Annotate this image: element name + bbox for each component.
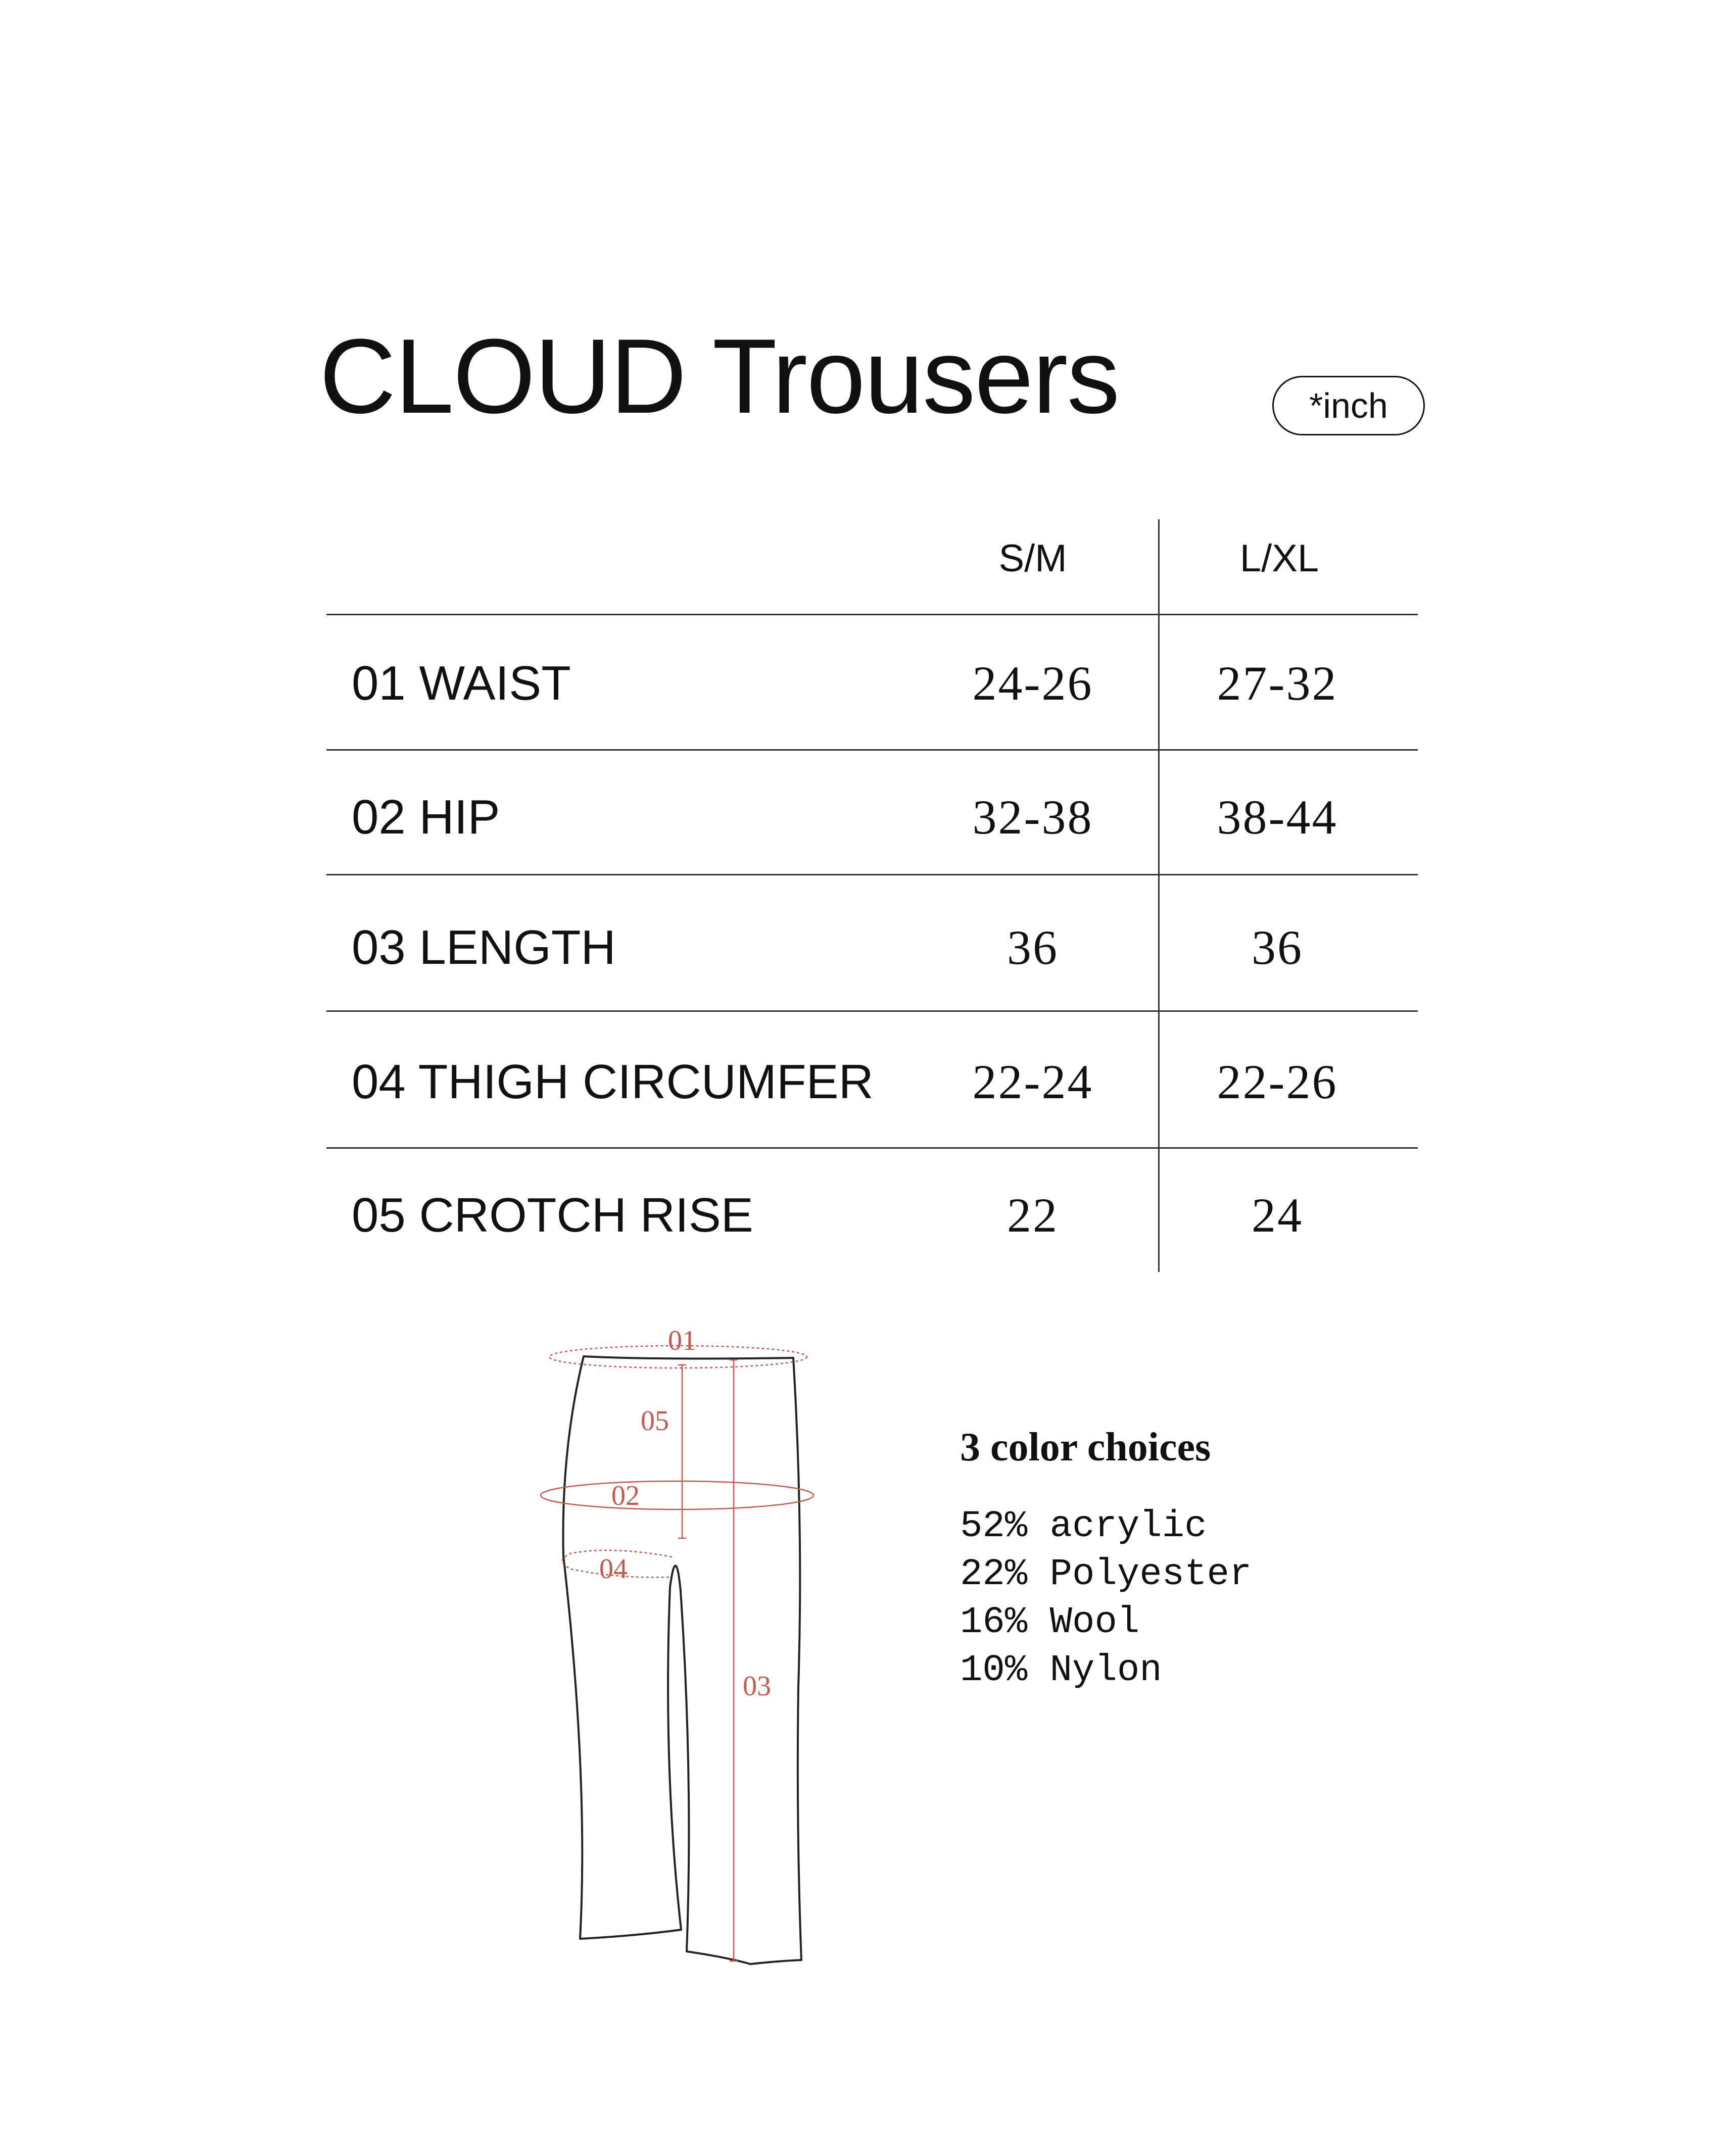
column-divider [1158,519,1160,1272]
cell-rise-sm: 22 [1007,1188,1059,1242]
cell-hip-sm: 32-38 [972,790,1093,844]
size-table [326,519,1418,1272]
row-label-thigh: 04 THIGH CIRCUMFER [352,1055,874,1109]
material-item: 10% Nylon [960,1649,1162,1692]
table-divider [326,1010,1418,1012]
material-item: 22% Polyester [960,1553,1252,1596]
cell-waist-sm: 24-26 [972,656,1093,710]
trousers-diagram-svg [536,1324,839,1980]
color-choices-heading: 3 color choices [960,1425,1211,1469]
length-measure-label: 03 [743,1671,771,1702]
cell-length-sm: 36 [1007,920,1059,974]
hip-guide [541,1481,813,1509]
cell-thigh-lxl: 22-26 [1217,1055,1338,1109]
product-title: CLOUD Trousers [319,317,1119,435]
table-divider [326,614,1418,615]
row-label-waist: 01 WAIST [352,656,571,710]
row-label-rise: 05 CROTCH RISE [352,1188,753,1242]
cell-thigh-sm: 22-24 [972,1055,1093,1109]
waist-measure-label: 01 [668,1325,696,1356]
unit-badge: *inch [1272,376,1425,435]
row-label-length: 03 LENGTH [352,920,616,974]
hip-measure-label: 02 [611,1480,640,1511]
column-header-sm: S/M [998,537,1067,580]
thigh-measure-label: 04 [599,1553,628,1585]
trousers-diagram [536,1324,839,1980]
row-label-hip: 02 HIP [352,790,500,844]
material-item: 16% Wool [960,1601,1140,1644]
cell-length-lxl: 36 [1252,920,1303,974]
material-item: 52% acrylic [960,1505,1207,1548]
cell-rise-lxl: 24 [1252,1188,1303,1242]
table-divider [326,1147,1418,1149]
table-divider [326,749,1418,751]
material-list [960,1503,1252,1695]
rise-measure-label: 05 [641,1405,669,1437]
column-header-lxl: L/XL [1239,537,1319,580]
table-divider [326,874,1418,875]
cell-hip-lxl: 38-44 [1217,790,1338,844]
cell-waist-lxl: 27-32 [1217,656,1338,710]
